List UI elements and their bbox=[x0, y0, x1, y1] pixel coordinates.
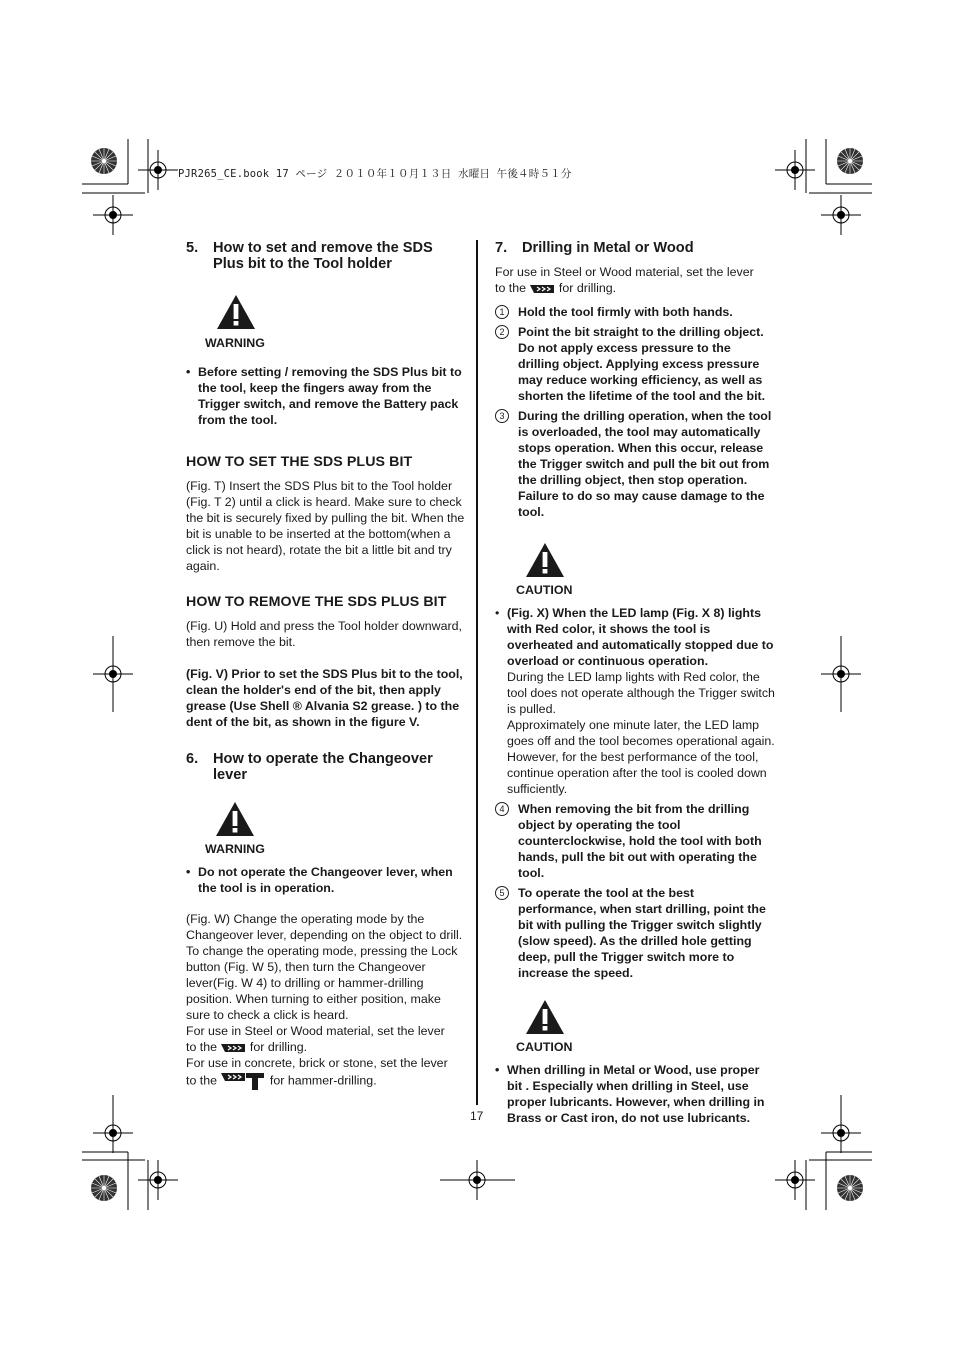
caution-label: CAUTION bbox=[516, 1040, 573, 1054]
changeover-text-4: For use in concrete, brick or stone, set the lever bbox=[186, 1056, 448, 1070]
changeover-text-3b: to the for drilling. bbox=[186, 1040, 308, 1054]
right-column bbox=[495, 240, 775, 1126]
warning-label: WARNING bbox=[205, 336, 265, 350]
caution-bullet: • When drilling in Metal or Wood, use proper bit . Especially when drilling in Steel, use proper lubricants. However, when drilling in Brass or Cast iron, do not use lubricants. bbox=[495, 1063, 765, 1125]
step-item: 3 During the drilling operation, when the tool is overloaded, the tool may automatically stops operation. When this occur, release the Trigger switch and pull the bit out from the drilling object, then stop operation. Failure to do so may cause damage to the tool. bbox=[495, 408, 775, 520]
step-item: 2 Point the bit straight to the drilling object. Do not apply excess pressure to the drilling object. Applying excess pressure may reduce working efficiency, as well as shorten the lifetime of the tool and the bit. bbox=[495, 324, 775, 404]
changeover-text-4b: to the for hammer-drilling. bbox=[186, 1071, 466, 1091]
intro-text-2: to the for drilling. bbox=[495, 281, 617, 295]
warning-block-2 bbox=[186, 801, 466, 856]
warning-triangle-icon bbox=[215, 801, 255, 837]
running-head: PJR265_CE.book 17 ページ ２０１０年１０月１３日 水曜日 午後４時５１分 bbox=[178, 168, 572, 180]
caution-block-2 bbox=[495, 999, 775, 1054]
section-6-heading: 6. How to operate the Changeover lever bbox=[186, 751, 433, 783]
step-item: 4 When removing the bit from the drilling object by operating the tool counterclockwise, hold the tool with both hands, pull the bit out with operating the tool. bbox=[495, 801, 775, 881]
remove-bit-heading: HOW TO REMOVE THE SDS PLUS BIT bbox=[186, 594, 447, 610]
drill-symbol-icon bbox=[220, 1043, 246, 1053]
changeover-text-1: (Fig. W) Change the operating mode by the Changeover lever, depending on the object to drill. bbox=[186, 912, 463, 942]
changeover-text-3: For use in Steel or Wood material, set the lever bbox=[186, 1024, 445, 1038]
section-5-heading: 5. How to set and remove the SDS Plus bit to the Tool holder bbox=[186, 240, 433, 272]
step-item: 1 Hold the tool firmly with both hands. bbox=[495, 304, 775, 320]
step-item: 5 To operate the tool at the best performance, when start drilling, point the bit with pulling the Trigger switch slightly (slow speed). As the drilled hole getting deep, pull the Trigger switch more to increase the speed. bbox=[495, 885, 775, 981]
column-divider bbox=[476, 240, 478, 1105]
intro-text: For use in Steel or Wood material, set the lever bbox=[495, 265, 754, 279]
warning-block-1 bbox=[186, 294, 466, 350]
page-number: 17 bbox=[470, 1109, 484, 1123]
drill-symbol-icon bbox=[529, 284, 555, 294]
warning-bullet: • Before setting / removing the SDS Plus bit to the tool, keep the fingers away from the Trigger switch, and remove the Battery pack from the tool. bbox=[186, 365, 462, 427]
caution-bullet: • (Fig. X) When the LED lamp (Fig. X 8) lights with Red color, it shows the tool is overheated and automatically stopped due to overload or continuous operation. During the LED lamp lights with Red color, the tool does not operate although the Trigger switch is pulled. Approximately one minute later, the LED lamp goes off and the tool becomes operational again. However, for the best performance of the tool, continue operation after the tool is cooled down sufficiently. bbox=[495, 606, 775, 796]
caution-label: CAUTION bbox=[516, 583, 573, 597]
set-bit-heading: HOW TO SET THE SDS PLUS BIT bbox=[186, 454, 413, 470]
changeover-text-2: To change the operating mode, pressing the Lock button (Fig. W 5), then turn the Changeover lever(Fig. W 4) to drilling or hammer-drilling position. When turning to either position, make sure to check a click is heard. bbox=[186, 944, 458, 1022]
left-column bbox=[186, 240, 466, 1091]
warning-label: WARNING bbox=[205, 842, 265, 856]
star-target-bottom-right bbox=[837, 1175, 863, 1201]
caution-block-1 bbox=[495, 542, 775, 597]
section-7-heading: 7. Drilling in Metal or Wood bbox=[495, 240, 694, 256]
set-bit-text: (Fig. T) Insert the SDS Plus bit to the Tool holder (Fig. T 2) until a click is heard. Make sure to check the bit is securely fixed by pulling the bit. When the bit is unable to be inserted at the bottom(when a click is not heard), rotate the bit a little bit and try again. bbox=[186, 479, 465, 573]
caution-triangle-icon bbox=[525, 999, 565, 1035]
star-target-top-right bbox=[837, 148, 863, 174]
caution-triangle-icon bbox=[525, 542, 565, 578]
star-target-top-left bbox=[91, 148, 117, 174]
star-target-bottom-left bbox=[91, 1175, 117, 1201]
grease-text: (Fig. V) Prior to set the SDS Plus bit to the tool, clean the holder's end of the bit, then apply grease (Use Shell ® Alvania S2 grease. ) to the dent of the bit, as shown in the figure V. bbox=[186, 667, 463, 729]
hammer-drill-symbol-icon bbox=[220, 1071, 266, 1091]
remove-bit-text: (Fig. U) Hold and press the Tool holder downward, then remove the bit. bbox=[186, 619, 462, 649]
warning-bullet: • Do not operate the Changeover lever, when the tool is in operation. bbox=[186, 865, 453, 895]
warning-triangle-icon bbox=[216, 294, 256, 330]
